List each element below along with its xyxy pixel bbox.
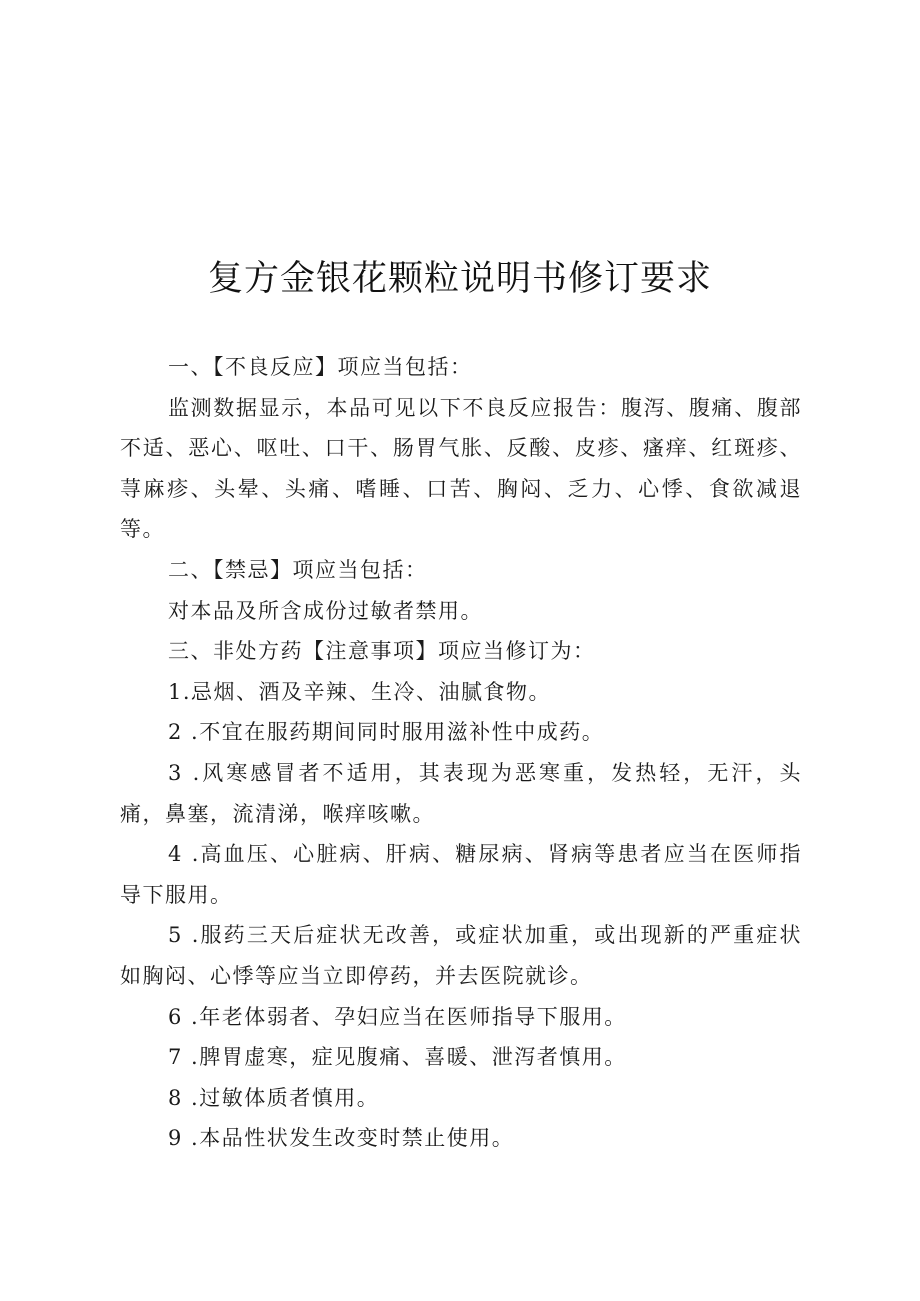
paragraph-adverse-reactions: 监测数据显示，本品可见以下不良反应报告：腹泻、腹痛、腹部不适、恶心、呕吐、口干、肠胃气胀、反酸、皮疹、瘙痒、红斑疹、荨麻疹、头晕、头痛、嗜睡、口苦、胸闷、乏力、心悸、食欲减退等。: [120, 395, 802, 542]
precaution-item-5: 5 .服药三天后症状无改善，或症状加重，或出现新的严重症状如胸闷、心悸等应当立即停药，并去医院就诊。: [120, 923, 802, 988]
precaution-item-7: 7 .脾胃虚寒，症见腹痛、喜暖、泄泻者慎用。: [168, 1045, 627, 1070]
section-heading-contraindications: 二、【禁忌】项应当包括：: [168, 557, 428, 582]
precaution-item-2: 2 .不宜在服药期间同时服用滋补性中成药。: [168, 720, 605, 745]
precaution-item-8: 8 .过敏体质者慎用。: [168, 1085, 380, 1110]
precaution-item-4: 4 .高血压、心脏病、肝病、糖尿病、肾病等患者应当在医师指导下服用。: [120, 842, 802, 907]
section-heading-precautions: 三、非处方药【注意事项】项应当修订为：: [168, 639, 596, 664]
document-title: 复方金银花颗粒说明书修订要求: [207, 259, 712, 299]
precaution-item-6: 6 .年老体弱者、孕妇应当在医师指导下服用。: [168, 1004, 627, 1029]
precaution-item-9: 9 .本品性状发生改变时禁止使用。: [168, 1126, 515, 1151]
precaution-item-3: 3 .风寒感冒者不适用，其表现为恶寒重，发热轻，无汗，头痛，鼻塞，流清涕，喉痒咳嗽。: [120, 760, 802, 826]
section-heading-adverse-reactions: 一、【不良反应】项应当包括：: [168, 355, 473, 379]
paragraph-contraindications: 对本品及所含成份过敏者禁用。: [168, 598, 483, 623]
document-body: [120, 347, 802, 1159]
precaution-item-1: 1.忌烟、酒及辛辣、生冷、油腻食物。: [168, 679, 552, 704]
